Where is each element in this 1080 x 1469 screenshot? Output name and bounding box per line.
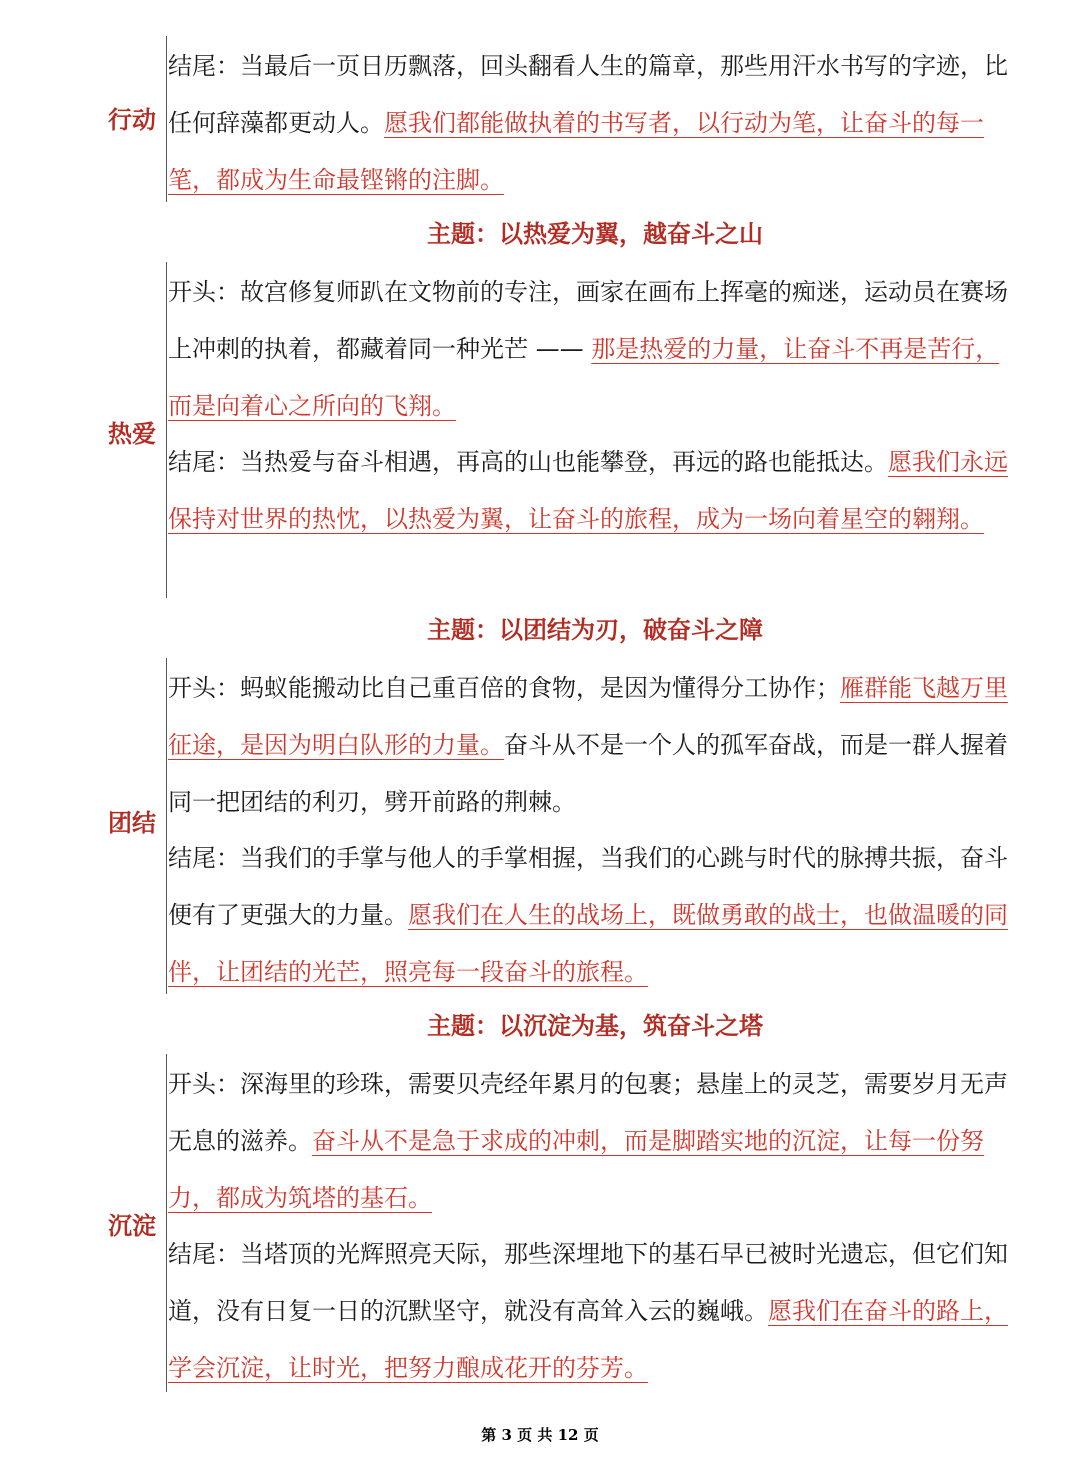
section-divider-line: [166, 36, 167, 202]
paragraph-prefix: 结尾：: [168, 448, 240, 476]
paragraph-tail: 奋斗从不是一个人的孤军奋战，而是一群人握着同一把团结的利刃，劈开前路的荆棘。: [168, 731, 1008, 816]
paragraph-text: 故宫修复师趴在文物前的专注，画家在画布上挥毫的痴迷，运动员在赛场上冲刺的执着，都藏着同一种光芒 ——: [168, 278, 1008, 363]
paragraph-text: 深海里的珍珠，需要贝壳经年累月的包裹；悬崖上的灵芝，需要岁月无声无息的滋养。: [168, 1070, 1008, 1155]
section-label: 沉淀: [108, 1212, 156, 1240]
paragraph-prefix: 结尾：: [168, 1240, 240, 1268]
section-divider-line: [166, 658, 167, 994]
highlighted-text: 愿我们在奋斗的路上，学会沉淀，让时光，把努力酿成花开的芬芳。: [168, 1297, 1008, 1382]
section-divider-line: [166, 262, 167, 598]
paragraph-text: 当塔顶的光辉照亮天际，那些深埋地下的基石早已被时光遗忘，但它们知道，没有日复一日的沉默坚守，就没有高耸入云的巍峨。: [168, 1240, 1008, 1325]
highlighted-text: 那是热爱的力量，让奋斗不再是苦行，而是向着心之所向的飞翔。: [168, 335, 1000, 420]
paragraph: [168, 38, 1014, 209]
theme-heading: 主题：以团结为刃，破奋斗之障: [427, 616, 763, 644]
paragraph-prefix: 结尾：: [168, 52, 240, 80]
highlighted-text: 愿我们永远保持对世界的热忱，以热爱为翼，让奋斗的旅程，成为一场向着星空的翱翔。: [168, 448, 1008, 533]
highlighted-text: 雁群能飞越万里征途，是因为明白队形的力量。: [168, 674, 1008, 759]
paragraph-prefix: 开头：: [168, 1070, 240, 1098]
paragraph: [168, 830, 1014, 1001]
paragraph-text: 蚂蚁能搬动比自己重百倍的食物，是因为懂得分工协作；: [240, 674, 840, 702]
section-label: 团结: [108, 809, 156, 837]
paragraph-prefix: 开头：: [168, 674, 240, 702]
page-footer: 第 3 页 共 12 页: [481, 1426, 599, 1444]
paragraph-text: 当热爱与奋斗相遇，再高的山也能攀登，再远的路也能抵达。: [240, 448, 888, 476]
paragraph-prefix: 开头：: [168, 278, 240, 306]
paragraph: [168, 1226, 1014, 1397]
section-label: 行动: [108, 106, 156, 134]
section-divider-line: [166, 1054, 167, 1392]
highlighted-text: 愿我们都能做执着的书写者，以行动为笔，让奋斗的每一笔，都成为生命最铿锵的注脚。: [168, 109, 984, 194]
paragraph: [168, 660, 1014, 831]
paragraph: [168, 434, 1014, 548]
paragraph-text: 当最后一页日历飘落，回头翻看人生的篇章，那些用汗水书写的字迹，比任何辞藻都更动人。: [168, 52, 1008, 137]
paragraph: [168, 264, 1014, 435]
theme-heading: 主题：以热爱为翼，越奋斗之山: [427, 220, 763, 248]
paragraph-prefix: 结尾：: [168, 844, 240, 872]
highlighted-text: 奋斗从不是急于求成的冲刺，而是脚踏实地的沉淀，让每一份努力，都成为筑塔的基石。: [168, 1127, 984, 1212]
paragraph: [168, 1056, 1014, 1227]
section-label: 热爱: [108, 420, 156, 448]
theme-heading: 主题：以沉淀为基，筑奋斗之塔: [427, 1012, 763, 1040]
paragraph-text: 当我们的手掌与他人的手掌相握，当我们的心跳与时代的脉搏共振，奋斗便有了更强大的力量。: [168, 844, 1008, 929]
highlighted-text: 愿我们在人生的战场上，既做勇敢的战士，也做温暖的同伴，让团结的光芒，照亮每一段奋斗的旅程。: [168, 901, 1008, 986]
